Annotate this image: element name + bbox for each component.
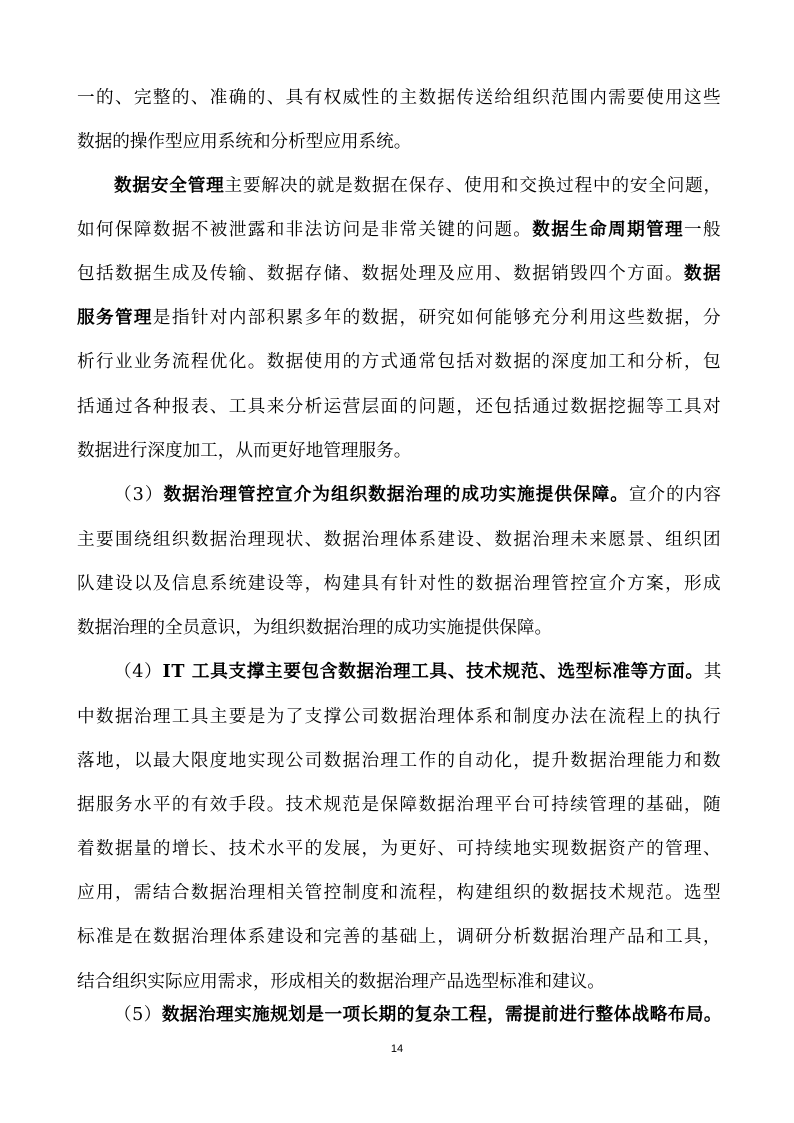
text-line xyxy=(0,968,794,996)
text-line xyxy=(0,304,794,332)
text-line xyxy=(0,791,794,819)
text-line xyxy=(0,879,794,907)
text-line xyxy=(0,348,794,376)
body-text: 主要围绕组织数据治理现状、数据治理体系建设、数据治理未来愿景、组织团 xyxy=(77,530,722,550)
text-line xyxy=(0,84,794,112)
text-line xyxy=(0,747,794,775)
text-line xyxy=(0,658,794,686)
body-text: 数据治理的全员意识，为组织数据治理的成功实施提供保障。 xyxy=(77,618,553,638)
body-text: 包括数据生成及传输、数据存储、数据处理及应用、数据销毁四个方面。 xyxy=(77,264,685,284)
bold-text: 服务管理 xyxy=(77,307,153,328)
bold-text: 数据生命周期管理 xyxy=(532,219,685,240)
text-line xyxy=(0,216,794,244)
text-line xyxy=(0,570,794,598)
body-text: 应用，需结合数据治理相关管控制度和流程，构建组织的数据技术规范。选型 xyxy=(77,883,722,903)
page-number: 14 xyxy=(390,1043,404,1055)
body-text: 主要解决的就是数据在保存、使用和交换过程中的安全问题， xyxy=(224,176,722,196)
text-line xyxy=(0,481,794,509)
body-text: 落地，以最大限度地实现公司数据治理工作的自动化，提升数据治理能力和数 xyxy=(77,751,722,771)
body-text: 其 xyxy=(703,662,722,682)
body-text: 数据的操作型应用系统和分析型应用系统。 xyxy=(77,132,412,152)
text-line xyxy=(0,1001,794,1029)
text-line xyxy=(0,703,794,731)
text-line xyxy=(0,835,794,863)
text-line xyxy=(0,526,794,554)
body-text: （4） xyxy=(114,662,163,682)
body-text: 队建设以及信息系统建设等，构建具有针对性的数据治理管控宣介方案，形成 xyxy=(77,574,722,594)
body-text: 结合组织实际应用需求，形成相关的数据治理产品选型标准和建议。 xyxy=(77,972,605,992)
bold-text: IT 工具支撑主要包含数据治理工具、技术规范、选型标准等方面。 xyxy=(162,661,704,682)
body-text: 括通过各种报表、工具来分析运营层面的问题，还包括通过数据挖掘等工具对 xyxy=(77,397,722,417)
bold-text: 数据治理实施规划是一项长期的复杂工程，需提前进行整体战略布局。 xyxy=(161,1004,722,1025)
text-line xyxy=(0,437,794,465)
body-text: （3） xyxy=(114,485,164,505)
body-text: 一般 xyxy=(684,220,722,240)
text-line xyxy=(0,614,794,642)
body-text: 如何保障数据不被泄露和非法访问是非常关键的问题。 xyxy=(77,220,533,240)
text-line xyxy=(0,260,794,288)
bold-text: 数据治理管控宣介为组织数据治理的成功实施提供保障。 xyxy=(163,484,629,505)
body-text: 据服务水平的有效手段。技术规范是保障数据治理平台可持续管理的基础，随 xyxy=(77,795,722,815)
body-text: 一的、完整的、准确的、具有权威性的主数据传送给组织范围内需要使用这些 xyxy=(77,88,722,108)
body-text: 着数据量的增长、技术水平的发展，为更好、可持续地实现数据资产的管理、 xyxy=(77,839,722,859)
body-text: 宣介的内容 xyxy=(628,485,722,505)
body-text: 是指针对内部积累多年的数据，研究如何能够充分利用这些数据，分 xyxy=(152,308,722,328)
body-text: 标准是在数据治理体系建设和完善的基础上，调研分析数据治理产品和工具， xyxy=(77,927,722,947)
body-text: 数据进行深度加工，从而更好地管理服务。 xyxy=(77,441,412,461)
bold-text: 数据 xyxy=(684,263,722,284)
text-line xyxy=(0,128,794,156)
body-text: 中数据治理工具主要是为了支撑公司数据治理体系和制度办法在流程上的执行 xyxy=(77,707,722,727)
body-text: （5） xyxy=(114,1005,162,1025)
text-line xyxy=(0,393,794,421)
text-line xyxy=(0,923,794,951)
text-line xyxy=(0,172,794,200)
body-text: 析行业业务流程优化。数据使用的方式通常包括对数据的深度加工和分析，包 xyxy=(77,352,722,372)
bold-text: 数据安全管理 xyxy=(114,175,225,196)
